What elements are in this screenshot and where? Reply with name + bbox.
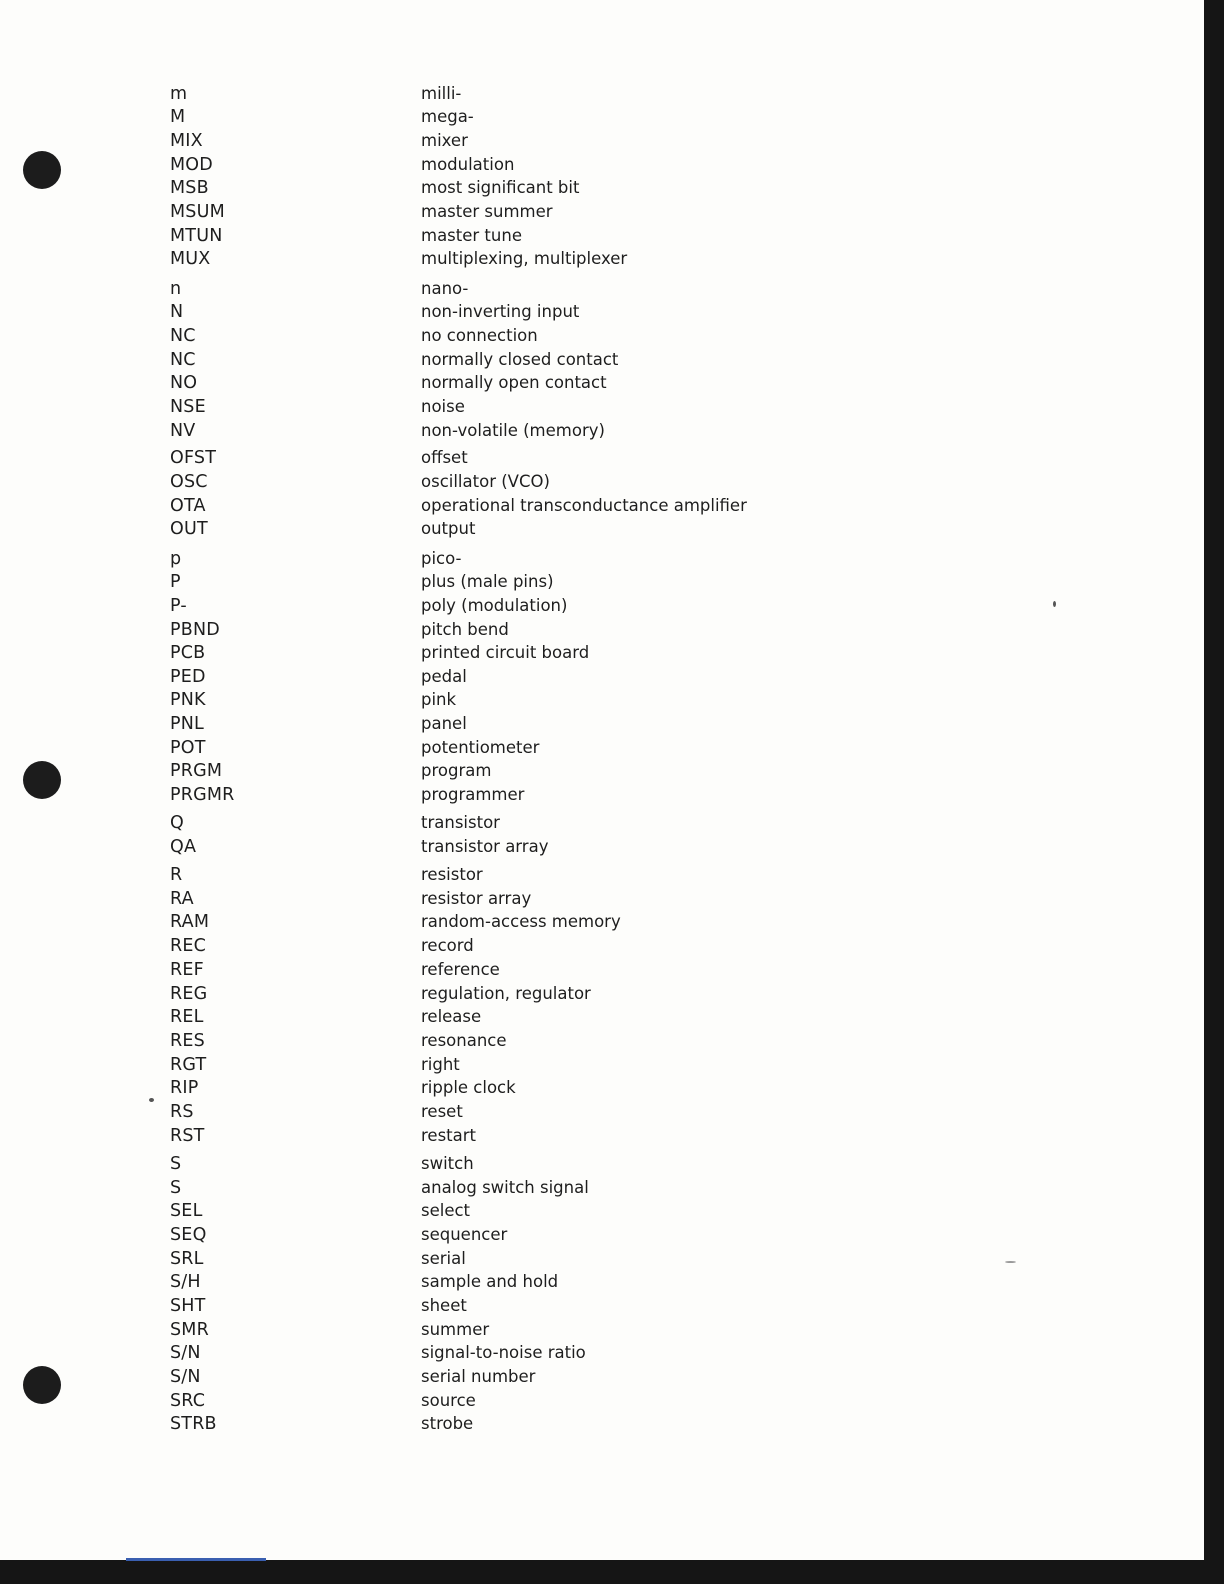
glossary-entry (0, 911, 1206, 933)
glossary-entry (0, 1413, 1206, 1435)
abbreviation: PBND (170, 620, 220, 640)
abbreviation: MOD (170, 155, 213, 175)
glossary-entry (0, 1153, 1206, 1175)
definition: right (421, 1055, 460, 1074)
definition: most significant bit (421, 178, 580, 197)
definition: sample and hold (421, 1272, 559, 1291)
definition: pedal (421, 667, 467, 686)
definition: resistor (421, 865, 483, 884)
definition: pink (421, 690, 457, 709)
abbreviation: SEL (170, 1201, 203, 1221)
abbreviation: NC (170, 326, 196, 346)
abbreviation: OTA (170, 496, 206, 516)
glossary-entry (0, 812, 1206, 834)
glossary-entry (0, 784, 1206, 806)
abbreviation: MUX (170, 249, 211, 269)
abbreviation: PED (170, 667, 206, 687)
definition: strobe (421, 1414, 474, 1433)
abbreviation: PNL (170, 714, 204, 734)
glossary-entry (0, 888, 1206, 910)
definition: poly (modulation) (421, 596, 568, 615)
definition: select (421, 1201, 471, 1220)
abbreviation: NO (170, 373, 198, 393)
abbreviation: P- (170, 596, 187, 616)
abbreviation: REF (170, 960, 204, 980)
definition: reference (421, 960, 500, 979)
glossary-entry (0, 1319, 1206, 1341)
glossary-entry (0, 1101, 1206, 1123)
glossary-entry (0, 225, 1206, 247)
definition: transistor array (421, 837, 549, 856)
abbreviation: PRGM (170, 761, 223, 781)
glossary-entry (0, 1295, 1206, 1317)
definition: analog switch signal (421, 1178, 589, 1197)
definition: serial number (421, 1367, 536, 1386)
definition: resonance (421, 1031, 507, 1050)
glossary-entry (0, 83, 1206, 105)
glossary-entry (0, 447, 1206, 469)
definition: resistor array (421, 889, 532, 908)
glossary-entry (0, 1200, 1206, 1222)
glossary-entry (0, 106, 1206, 128)
abbreviation: PRGMR (170, 785, 235, 805)
abbreviation: PCB (170, 643, 206, 663)
definition: ripple clock (421, 1078, 516, 1097)
abbreviation: NSE (170, 397, 206, 417)
abbreviation: SRL (170, 1249, 204, 1269)
glossary-entry (0, 595, 1206, 617)
glossary-entry (0, 1248, 1206, 1270)
definition: normally open contact (421, 373, 607, 392)
glossary-entry (0, 278, 1206, 300)
abbreviation: M (170, 107, 186, 127)
abbreviation: RAM (170, 912, 210, 932)
glossary-entry (0, 760, 1206, 782)
glossary-entry (0, 689, 1206, 711)
glossary-entry (0, 325, 1206, 347)
abbreviation: S/H (170, 1272, 201, 1292)
definition: record (421, 936, 474, 955)
definition: sequencer (421, 1225, 508, 1244)
definition: non-volatile (memory) (421, 421, 605, 440)
glossary-entry (0, 571, 1206, 593)
abbreviation: RGT (170, 1055, 207, 1075)
definition: pico- (421, 549, 462, 568)
scan-edge-bottom (0, 1560, 1224, 1584)
glossary-entry (0, 1054, 1206, 1076)
glossary-entry (0, 1271, 1206, 1293)
abbreviation: n (170, 279, 182, 299)
abbreviation: Q (170, 813, 184, 833)
glossary-entry (0, 935, 1206, 957)
definition: plus (male pins) (421, 572, 554, 591)
abbreviation: MSB (170, 178, 209, 198)
definition: output (421, 519, 476, 538)
glossary-entry (0, 1006, 1206, 1028)
definition: restart (421, 1126, 477, 1145)
abbreviation: SHT (170, 1296, 206, 1316)
abbreviation: m (170, 84, 188, 104)
glossary-entry (0, 1342, 1206, 1364)
definition: operational transconductance amplifier (421, 496, 747, 515)
definition: release (421, 1007, 482, 1026)
scan-edge-mark (126, 1558, 266, 1561)
glossary-entry (0, 154, 1206, 176)
definition: pitch bend (421, 620, 509, 639)
abbreviation: NC (170, 350, 196, 370)
abbreviation: QA (170, 837, 197, 857)
definition: normally closed contact (421, 350, 619, 369)
abbreviation: S/N (170, 1343, 201, 1363)
glossary-entry (0, 349, 1206, 371)
abbreviation: STRB (170, 1414, 217, 1434)
glossary-entry (0, 1177, 1206, 1199)
definition: oscillator (VCO) (421, 472, 550, 491)
glossary-entry (0, 518, 1206, 540)
definition: modulation (421, 155, 515, 174)
abbreviation: SMR (170, 1320, 209, 1340)
glossary-entry (0, 619, 1206, 641)
abbreviation: OSC (170, 472, 208, 492)
definition: source (421, 1391, 476, 1410)
abbreviation: S (170, 1178, 182, 1198)
definition: no connection (421, 326, 538, 345)
glossary-entry (0, 1390, 1206, 1412)
definition: reset (421, 1102, 463, 1121)
glossary-entry (0, 1030, 1206, 1052)
definition: programmer (421, 785, 525, 804)
glossary-entry (0, 666, 1206, 688)
definition: signal-to-noise ratio (421, 1343, 586, 1362)
abbreviation: NV (170, 421, 196, 441)
glossary-entry (0, 495, 1206, 517)
glossary-entry (0, 177, 1206, 199)
glossary-entry (0, 471, 1206, 493)
definition: milli- (421, 84, 462, 103)
definition: random-access memory (421, 912, 621, 931)
abbreviation: N (170, 302, 184, 322)
definition: regulation, regulator (421, 984, 591, 1003)
abbreviation: S (170, 1154, 182, 1174)
definition: multiplexing, multiplexer (421, 249, 628, 268)
glossary-entry (0, 1077, 1206, 1099)
definition: switch (421, 1154, 474, 1173)
definition: master tune (421, 226, 522, 245)
abbreviation: S/N (170, 1367, 201, 1387)
abbreviation: RS (170, 1102, 194, 1122)
glossary-entry (0, 864, 1206, 886)
glossary-entry (0, 420, 1206, 442)
glossary-entry (0, 130, 1206, 152)
glossary-entry (0, 1125, 1206, 1147)
glossary-entry (0, 248, 1206, 270)
abbreviation: MIX (170, 131, 203, 151)
glossary-entry (0, 959, 1206, 981)
glossary-entry (0, 737, 1206, 759)
definition: non-inverting input (421, 302, 580, 321)
glossary-entry (0, 548, 1206, 570)
glossary-entry (0, 201, 1206, 223)
abbreviation: P (170, 572, 181, 592)
definition: printed circuit board (421, 643, 590, 662)
abbreviation: RES (170, 1031, 205, 1051)
abbreviation: REC (170, 936, 207, 956)
abbreviation: REG (170, 984, 208, 1004)
definition: serial (421, 1249, 466, 1268)
abbreviation: MSUM (170, 202, 225, 222)
abbreviation: RA (170, 889, 194, 909)
definition: sheet (421, 1296, 467, 1315)
glossary-entry (0, 642, 1206, 664)
scan-edge-right (1204, 0, 1224, 1584)
definition: summer (421, 1320, 490, 1339)
definition: potentiometer (421, 738, 540, 757)
definition: nano- (421, 279, 469, 298)
definition: panel (421, 714, 467, 733)
glossary-entry (0, 372, 1206, 394)
abbreviation: SEQ (170, 1225, 207, 1245)
definition: mega- (421, 107, 474, 126)
glossary-entry (0, 713, 1206, 735)
abbreviation: p (170, 549, 182, 569)
definition: master summer (421, 202, 553, 221)
definition: program (421, 761, 492, 780)
abbreviation: PNK (170, 690, 206, 710)
abbreviation: RST (170, 1126, 205, 1146)
glossary-entry (0, 396, 1206, 418)
abbreviation: SRC (170, 1391, 206, 1411)
definition: offset (421, 448, 468, 467)
glossary-entry (0, 983, 1206, 1005)
abbreviation: MTUN (170, 226, 223, 246)
definition: transistor (421, 813, 500, 832)
glossary-entry (0, 836, 1206, 858)
glossary-entry (0, 1224, 1206, 1246)
glossary-entry (0, 1366, 1206, 1388)
abbreviation: RIP (170, 1078, 199, 1098)
glossary-entry (0, 301, 1206, 323)
abbreviation: POT (170, 738, 206, 758)
abbreviation: R (170, 865, 183, 885)
definition: mixer (421, 131, 468, 150)
abbreviation: REL (170, 1007, 204, 1027)
abbreviation: OUT (170, 519, 208, 539)
abbreviation: OFST (170, 448, 217, 468)
definition: noise (421, 397, 465, 416)
